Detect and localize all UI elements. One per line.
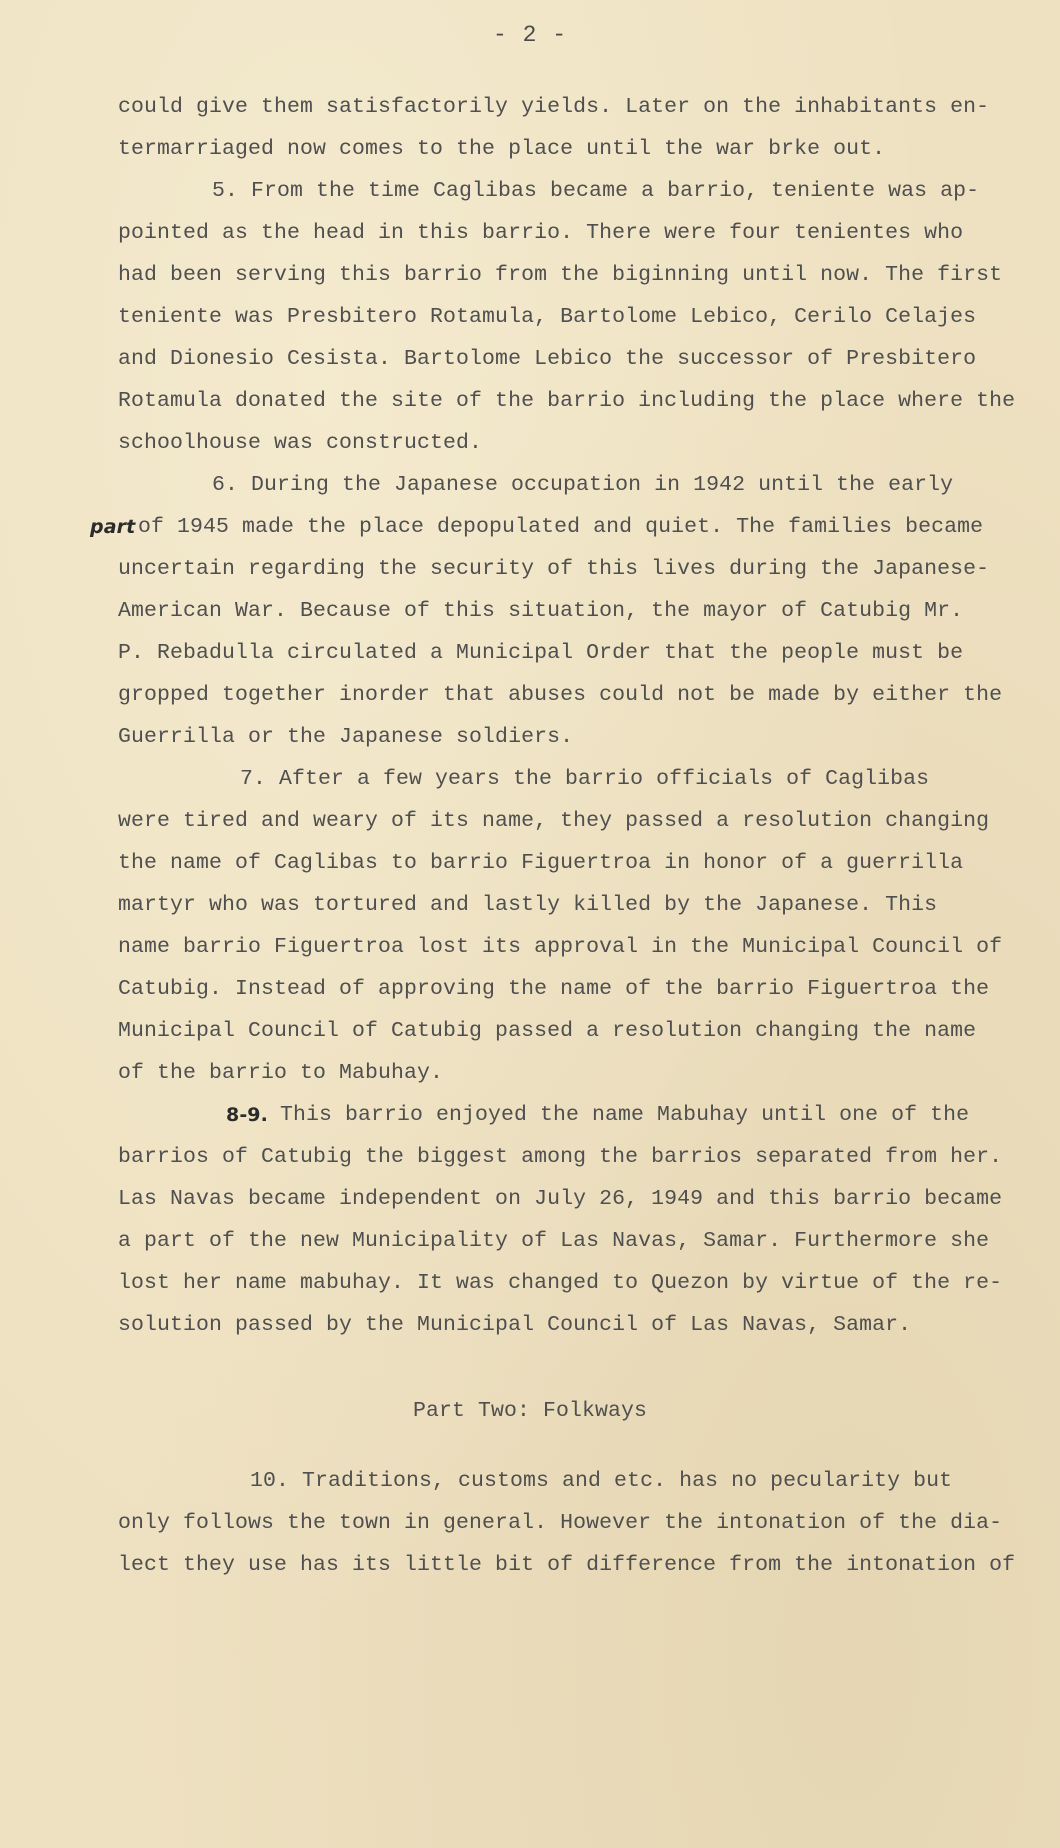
text-line: uncertain regarding the security of this lives during the Japanese- xyxy=(118,557,990,581)
text-line: Guerrilla or the Japanese soldiers. xyxy=(118,725,574,749)
paragraph-10-start: 10. Traditions, customs and etc. has no pecularity but xyxy=(250,1469,953,1493)
text-line: American War. Because of this situation, the mayor of Catubig Mr. xyxy=(118,599,964,623)
text-line: P. Rebadulla circulated a Municipal Order that the people must be xyxy=(118,641,964,665)
page-number: - 2 - xyxy=(492,22,567,48)
text-line: martyr who was tortured and lastly killed by the Japanese. This xyxy=(118,893,938,917)
paragraph-5-start: 5. From the time Caglibas became a barrio, teniente was ap- xyxy=(212,179,980,203)
paragraph-8-9-start: This barrio enjoyed the name Mabuhay until one of the xyxy=(280,1103,970,1127)
text-line: lost her name mabuhay. It was changed to Quezon by virtue of the re- xyxy=(118,1271,1003,1295)
text-line: termarriaged now comes to the place until the war brke out. xyxy=(118,137,886,161)
text-line: lect they use has its little bit of difference from the intonation of xyxy=(118,1553,1016,1577)
paragraph-6-start: 6. During the Japanese occupation in 1942 until the early xyxy=(212,473,954,497)
text-line: Las Navas became independent on July 26, 1949 and this barrio became xyxy=(118,1187,1003,1211)
text-line: schoolhouse was constructed. xyxy=(118,431,483,455)
text-line: the name of Caglibas to barrio Figuertroa in honor of a guerrilla xyxy=(118,851,964,875)
text-line: of the barrio to Mabuhay. xyxy=(118,1061,444,1085)
text-line: and Dionesio Cesista. Bartolome Lebico the successor of Presbitero xyxy=(118,347,977,371)
paragraph-number-8-9: 8-9. xyxy=(226,1104,268,1126)
text-line: were tired and weary of its name, they passed a resolution changing xyxy=(118,809,990,833)
text-line: could give them satisfactorily yields. Later on the inhabitants en- xyxy=(118,95,990,119)
text-line: Catubig. Instead of approving the name of the barrio Figuertroa the xyxy=(118,977,990,1001)
paragraph-7-start: 7. After a few years the barrio officials of Caglibas xyxy=(240,767,930,791)
text-line: gropped together inorder that abuses could not be made by either the xyxy=(118,683,1003,707)
text-line: of 1945 made the place depopulated and quiet. The families became xyxy=(138,515,984,539)
text-line: a part of the new Municipality of Las Navas, Samar. Furthermore she xyxy=(118,1229,990,1253)
text-line: teniente was Presbitero Rotamula, Bartolome Lebico, Cerilo Celajes xyxy=(118,305,977,329)
text-line: name barrio Figuertroa lost its approval in the Municipal Council of xyxy=(118,935,1003,959)
text-line: barrios of Catubig the biggest among the barrios separated from her. xyxy=(118,1145,1003,1169)
text-line: solution passed by the Municipal Council of Las Navas, Samar. xyxy=(118,1313,912,1337)
text-line: had been serving this barrio from the biginning until now. The first xyxy=(118,263,1003,287)
handwritten-margin-word: part xyxy=(90,516,136,538)
section-heading: Part Two: Folkways xyxy=(412,1399,648,1423)
text-line: Municipal Council of Catubig passed a resolution changing the name xyxy=(118,1019,977,1043)
text-line: pointed as the head in this barrio. There were four tenientes who xyxy=(118,221,964,245)
text-line: only follows the town in general. However the intonation of the dia- xyxy=(118,1511,1003,1535)
text-line: Rotamula donated the site of the barrio including the place where the xyxy=(118,389,1016,413)
